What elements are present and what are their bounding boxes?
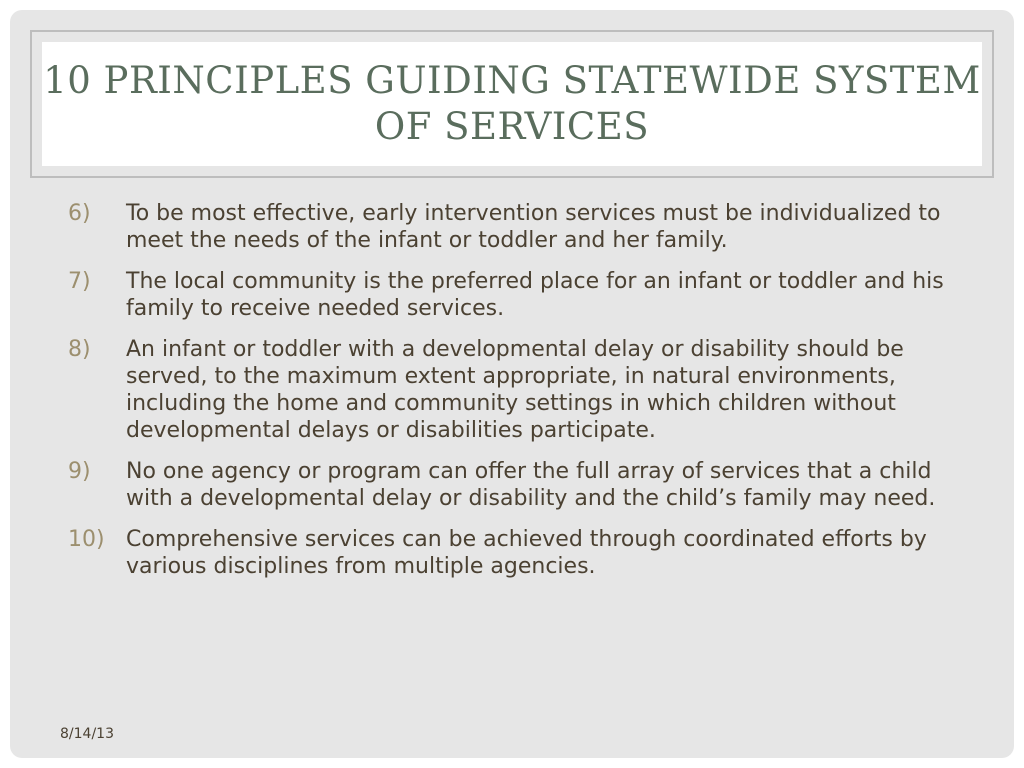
principle-text: To be most effective, early intervention services must be individualized to meet the needs of the infant or toddler and her family. bbox=[126, 201, 941, 253]
principle-item bbox=[68, 458, 968, 512]
principle-number: 7) bbox=[68, 269, 91, 294]
principle-number: 9) bbox=[68, 459, 91, 484]
principle-text: No one agency or program can offer the full array of services that a child with a developmental delay or disability and the child’s family may need. bbox=[126, 459, 936, 511]
slide bbox=[10, 10, 1014, 758]
title-frame bbox=[30, 30, 994, 178]
principle-item bbox=[68, 200, 968, 254]
principle-text: Comprehensive services can be achieved through coordinated efforts by various disciplines from multiple agencies. bbox=[126, 527, 927, 579]
slide-date: 8/14/13 bbox=[60, 726, 114, 742]
principle-item bbox=[68, 526, 968, 580]
slide-title: 10 PRINCIPLES GUIDING STATEWIDE SYSTEM OF SERVICES bbox=[43, 59, 981, 148]
principle-number: 6) bbox=[68, 201, 91, 226]
principle-number: 10) bbox=[68, 527, 105, 552]
principle-item bbox=[68, 268, 968, 322]
principle-item bbox=[68, 336, 968, 444]
principle-number: 8) bbox=[68, 337, 91, 362]
title-box bbox=[42, 42, 982, 166]
principles-list bbox=[68, 200, 968, 594]
principle-text: An infant or toddler with a developmental delay or disability should be served, to the maximum extent appropriate, in natural environments, including the home and community settings in which children without developmental delays or disabilities participate. bbox=[126, 337, 904, 443]
principle-text: The local community is the preferred place for an infant or toddler and his family to receive needed services. bbox=[126, 269, 944, 321]
